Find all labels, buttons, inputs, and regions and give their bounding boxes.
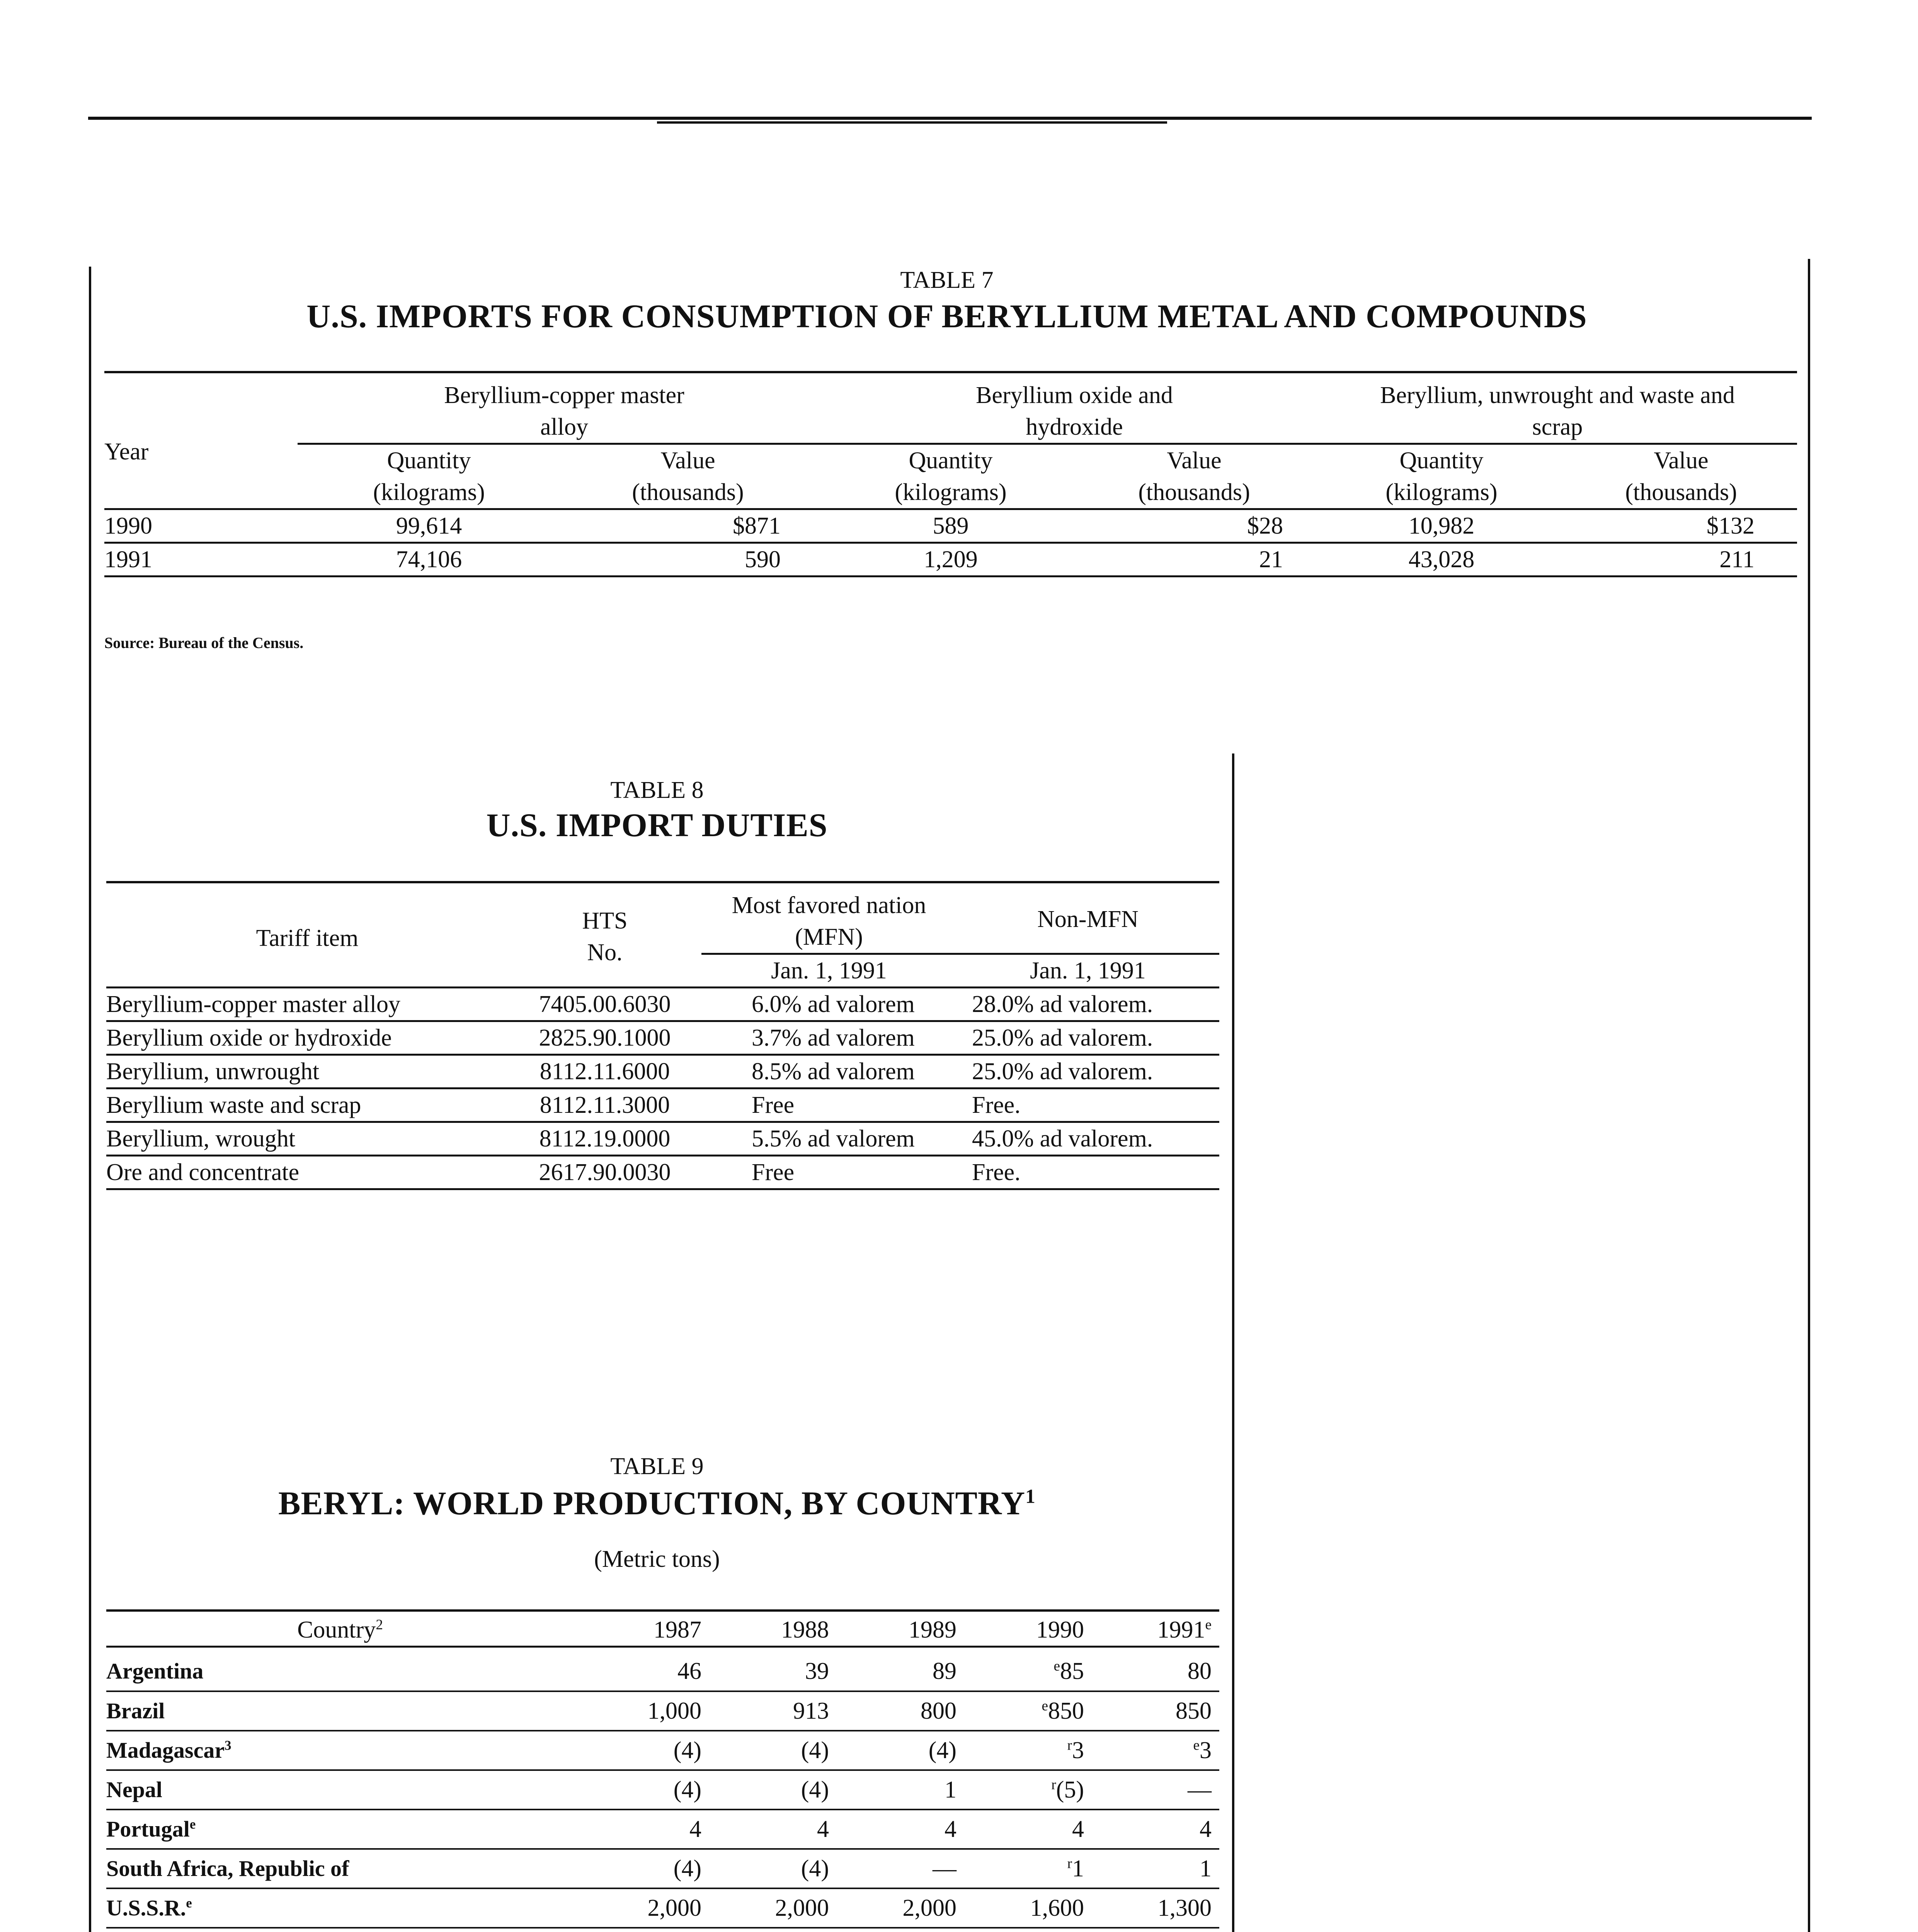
table9-cell: $^r$1	[1067, 1855, 1084, 1882]
table7-cell: 10,982	[1408, 513, 1475, 539]
table9-cell	[574, 1928, 709, 1932]
table8-date-nonmfn: Jan. 1, 1991	[956, 954, 1219, 988]
table9-year-header: 1990	[1036, 1617, 1084, 1643]
table9-year-header: 1988	[781, 1617, 829, 1643]
table7-cell: 21	[1259, 546, 1283, 573]
table9-cell	[709, 1928, 837, 1932]
table7-cell: 1,209	[924, 546, 978, 573]
table-row	[106, 1849, 1219, 1888]
table9-cell: 4	[1200, 1816, 1212, 1842]
table9-cell: (4)	[801, 1737, 829, 1764]
table-row	[106, 1156, 1219, 1189]
table8-hts: 2825.90.1000	[539, 1025, 671, 1051]
table9-cell: 1,000	[647, 1698, 701, 1724]
table-row	[106, 1055, 1219, 1088]
right-margin-rule	[1808, 259, 1810, 1932]
table9-cell: 80	[1188, 1658, 1212, 1684]
table8-nonmfn-header: Non-MFN	[1037, 906, 1139, 932]
table-row	[106, 1810, 1219, 1849]
table8-hts: 2617.90.0030	[539, 1159, 671, 1185]
table7-qty-header: Quantity (kilograms)	[1318, 444, 1565, 509]
table7-source: Source: Bureau of the Census.	[104, 634, 304, 651]
table8-hts: 8112.11.3000	[539, 1092, 670, 1118]
table9-cell	[964, 1928, 1092, 1932]
table8-nonmfn: 28.0% ad valorem.	[972, 991, 1153, 1017]
table9-cell: —	[933, 1855, 956, 1882]
table8-mfn: 3.7% ad valorem	[752, 1025, 915, 1051]
table9-country: Nepal	[106, 1777, 162, 1802]
table8-date-mfn: Jan. 1, 1991	[701, 954, 956, 988]
table8-mfn: Free	[752, 1159, 795, 1185]
table7-val-header: Value (thousands)	[1070, 444, 1318, 509]
table9-cell: 1,600	[1030, 1895, 1084, 1921]
table8-tariff-header: Tariff item	[256, 925, 359, 951]
table8-mfn: 6.0% ad valorem	[752, 991, 915, 1017]
table9-cell: 4	[945, 1816, 956, 1842]
table9-cell: (4)	[928, 1737, 956, 1764]
table8-nonmfn: 25.0% ad valorem.	[972, 1025, 1153, 1051]
column-divider-rule	[1232, 753, 1234, 1932]
table9-cell: 39	[805, 1658, 829, 1684]
table9-title-wrap	[116, 1484, 1198, 1522]
table8-hts-header: HTS No.	[582, 908, 628, 966]
table8-nonmfn: 25.0% ad valorem.	[972, 1058, 1153, 1085]
table-row	[106, 1122, 1219, 1156]
table9-cell	[837, 1928, 964, 1932]
table7-cell: $28	[1247, 513, 1283, 539]
table9-cell: 800	[921, 1698, 956, 1724]
table7-cell: 43,028	[1408, 546, 1475, 573]
table-row	[106, 1691, 1219, 1731]
table9-cell: 2,000	[902, 1895, 956, 1921]
table-row	[106, 1770, 1219, 1810]
table7-year-header: Year	[104, 438, 149, 465]
table7-group3-header: Beryllium, unwrought and waste and scrap	[1380, 382, 1735, 440]
table7-year: 1991	[104, 546, 152, 573]
table9-title: BERYL: WORLD PRODUCTION, BY COUNTRY	[278, 1485, 1026, 1522]
table9-caption: TABLE 9	[610, 1453, 704, 1480]
table7-qty-header: Quantity (kilograms)	[298, 444, 560, 509]
table7-cell: 211	[1719, 546, 1755, 573]
table9-year-header: 1991e	[1157, 1617, 1212, 1643]
table9-country: Madagascar$^3$	[106, 1738, 231, 1763]
table7-top-rule	[104, 371, 1797, 373]
table7-cell: 99,614	[396, 513, 462, 539]
table8-item: Beryllium, wrought	[106, 1126, 296, 1152]
table8-nonmfn: Free.	[972, 1159, 1021, 1185]
table-row	[106, 1652, 1219, 1691]
table-row	[106, 1021, 1219, 1055]
table9-cell: $^r$3	[1067, 1737, 1084, 1764]
table8-mfn: 5.5% ad valorem	[752, 1126, 915, 1152]
table-row	[106, 1731, 1219, 1770]
table9-cell: 89	[933, 1658, 956, 1684]
table9-country	[106, 1928, 574, 1932]
table9-cell: 46	[677, 1658, 701, 1684]
table9-cell: 913	[793, 1698, 829, 1724]
table9-cell: $^r$(5)	[1051, 1777, 1084, 1803]
table7-title: U.S. IMPORTS FOR CONSUMPTION OF BERYLLIUM METAL AND COMPOUNDS	[306, 298, 1587, 335]
table9-cell: (4)	[673, 1737, 701, 1764]
table9-units: (Metric tons)	[594, 1546, 720, 1572]
table7-cell: $132	[1707, 513, 1755, 539]
table7-val-header: Value (thousands)	[560, 444, 831, 509]
table9-cell: 1,300	[1157, 1895, 1212, 1921]
table9-cell: (4)	[673, 1855, 701, 1882]
table8-item: Beryllium-copper master alloy	[106, 991, 400, 1017]
table9-cell: $^e$85	[1053, 1658, 1084, 1684]
table8-hts: 8112.19.0000	[539, 1126, 671, 1152]
table7-group1-header: Beryllium-copper master alloy	[444, 382, 684, 440]
table8-mfn: 8.5% ad valorem	[752, 1058, 915, 1085]
table7-cell: 74,106	[396, 546, 462, 573]
table-row	[104, 509, 1797, 543]
table8-hts: 8112.11.6000	[539, 1058, 670, 1085]
table9-cell: $^e$3	[1193, 1737, 1212, 1764]
table7-qty-header: Quantity (kilograms)	[831, 444, 1070, 509]
table9-cell: 4	[1072, 1816, 1084, 1842]
table9-cell: (4)	[801, 1855, 829, 1882]
table9-cell	[1092, 1928, 1219, 1932]
table9-cell: (4)	[801, 1777, 829, 1803]
table8-top-rule	[106, 881, 1219, 883]
table8-item: Beryllium, unwrought	[106, 1058, 320, 1085]
table8-hts: 7405.00.6030	[539, 991, 671, 1017]
table8-item: Beryllium oxide or hydroxide	[106, 1025, 392, 1051]
top-rule-thick	[657, 121, 1167, 124]
table9-cell: 1	[1200, 1855, 1212, 1882]
table-row	[104, 543, 1797, 577]
left-margin-rule	[89, 267, 91, 1932]
table7-cell: 589	[933, 513, 969, 539]
table9-year-header: 1987	[654, 1617, 701, 1643]
table9-cell: $^e$850	[1042, 1698, 1084, 1724]
table9-country: Brazil	[106, 1698, 165, 1723]
table9-cell: 2,000	[775, 1895, 829, 1921]
table8-item: Ore and concentrate	[106, 1159, 300, 1185]
table8-caption: TABLE 8	[610, 777, 704, 803]
table9-title-footnote: 1	[1025, 1485, 1036, 1508]
table9-top-rule	[106, 1609, 1219, 1612]
table-row	[106, 1888, 1219, 1928]
table8-item: Beryllium waste and scrap	[106, 1092, 361, 1118]
table7-cell: $871	[733, 513, 781, 539]
table9-cell: 1	[945, 1777, 956, 1803]
table9-country: U.S.S.R.$^e$	[106, 1895, 192, 1920]
table9-country-header: Country$^2$	[297, 1617, 383, 1643]
table-row	[106, 988, 1219, 1021]
top-rule	[88, 117, 1812, 120]
table9-country: Argentina	[106, 1658, 204, 1684]
table7-caption: TABLE 7	[900, 267, 994, 293]
table9-country: South Africa, Republic of	[106, 1856, 349, 1881]
table7-val-header: Value (thousands)	[1565, 444, 1797, 509]
table8-nonmfn: Free.	[972, 1092, 1021, 1118]
table9-cell: (4)	[673, 1777, 701, 1803]
table7-group2-header: Beryllium oxide and hydroxide	[976, 382, 1173, 440]
table-row	[106, 1088, 1219, 1122]
table9-cell: 4	[689, 1816, 701, 1842]
table7-year: 1990	[104, 513, 152, 539]
table-row	[106, 1928, 1219, 1932]
table9-cell: —	[1188, 1777, 1212, 1803]
table7-cell: 590	[745, 546, 781, 573]
table8-mfn: Free	[752, 1092, 795, 1118]
table9-year-header: 1989	[909, 1617, 956, 1643]
table9-cell: 2,000	[647, 1895, 701, 1921]
table8-mfn-header: Most favored nation (MFN)	[732, 892, 926, 950]
table8-nonmfn: 45.0% ad valorem.	[972, 1126, 1153, 1152]
table8-title: U.S. IMPORT DUTIES	[486, 806, 828, 844]
table9-cell: 850	[1176, 1698, 1212, 1724]
table9-country: Portugal$^e$	[106, 1816, 196, 1842]
table9-cell: 4	[817, 1816, 829, 1842]
